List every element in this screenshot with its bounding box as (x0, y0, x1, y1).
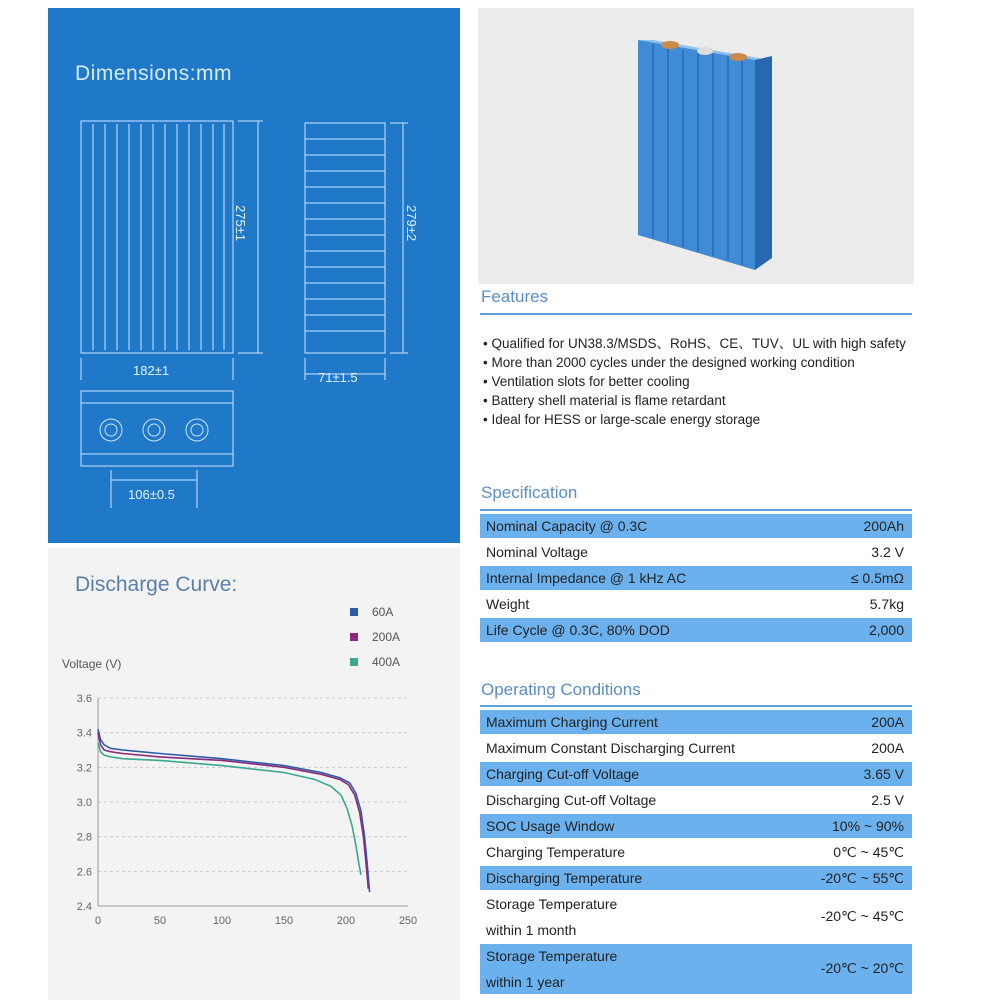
feature-item: • Ventilation slots for better cooling (483, 374, 690, 389)
series-line-60a (98, 729, 370, 892)
chart-legend (350, 605, 400, 680)
top-view-outline (81, 391, 233, 466)
specification-rule (480, 509, 912, 511)
side-width-label: 71±1.5 (318, 370, 358, 385)
discharge-title: Discharge Curve: (75, 573, 238, 596)
operating-row: Maximum Constant Discharging Current 200A (486, 740, 904, 756)
front-height-label: 275±1 (233, 205, 248, 242)
side-view-outline (305, 123, 385, 353)
x-tick-label: 250 (398, 915, 418, 927)
legend-swatch-60a (350, 608, 358, 616)
features-rule (480, 313, 912, 315)
y-tick-label: 2.6 (76, 866, 92, 879)
front-view-outline (81, 121, 233, 353)
legend-swatch-200a (350, 633, 358, 641)
spec-row: Nominal Capacity @ 0.3C 200Ah (480, 514, 912, 538)
x-tick-label: 50 (153, 915, 167, 927)
y-tick-label: 3.4 (76, 727, 92, 740)
features-list (483, 334, 913, 429)
x-tick-label: 200 (336, 915, 356, 927)
legend-item (350, 630, 400, 655)
battery-image (620, 20, 790, 275)
operating-row: Discharging Temperature -20℃ ~ 55℃ (480, 866, 912, 890)
series-line-400a (98, 743, 361, 875)
x-tick-label: 150 (274, 915, 294, 927)
spec-row: Life Cycle @ 0.3C, 80% DOD 2,000 (480, 618, 912, 642)
y-tick-label: 2.8 (76, 831, 92, 844)
front-width-label: 182±1 (133, 363, 170, 378)
feature-item: • More than 2000 cycles under the designed working condition (483, 355, 855, 370)
dimension-drawings (48, 8, 460, 543)
operating-row: SOC Usage Window 10% ~ 90% (480, 814, 912, 838)
series-line-200a (98, 733, 368, 889)
features-title: Features (481, 287, 549, 306)
spec-row: Weight 5.7kg (486, 596, 904, 612)
legend-label: 60A (372, 605, 394, 619)
legend-item (350, 605, 400, 630)
legend-item (350, 655, 400, 680)
operating-rule (480, 705, 912, 707)
operating-row: Charging Cut-off Voltage 3.65 V (480, 762, 912, 786)
y-tick-label: 3.0 (76, 797, 92, 809)
y-tick-label: 3.2 (76, 762, 92, 775)
operating-row: Storage Temperature within 1 year -20℃ ~ 20℃ (480, 944, 912, 994)
operating-row: Discharging Cut-off Voltage 2.5 V (486, 792, 904, 808)
front-view-ribs (93, 124, 224, 350)
side-view-ribs (305, 139, 385, 331)
legend-label: 200A (372, 630, 401, 644)
operating-row: Maximum Charging Current 200A (480, 710, 912, 734)
dimensions-title: Dimensions:mm (75, 62, 233, 85)
feature-item: • Battery shell material is flame retardant (483, 393, 726, 408)
legend-swatch-400a (350, 658, 358, 666)
legend-label: 400A (372, 655, 401, 669)
x-tick-label: 100 (212, 915, 232, 927)
spec-row: Nominal Voltage 3.2 V (486, 544, 904, 560)
specification-title: Specification (481, 483, 578, 502)
operating-title: Operating Conditions (481, 680, 641, 699)
spec-row: Internal Impedance @ 1 kHz AC ≤ 0.5mΩ (480, 566, 912, 590)
side-height-label: 279±2 (404, 205, 419, 242)
terminal-negative (661, 41, 679, 49)
feature-item: • Qualified for UN38.3/MSDS、RoHS、CE、TUV、UL with high safety (483, 336, 906, 351)
y-tick-label: 2.4 (76, 901, 92, 913)
operating-row: Storage Temperature within 1 month -20℃ ~ 45℃ (486, 896, 904, 938)
feature-item: • Ideal for HESS or large-scale energy storage (483, 412, 761, 427)
vent-cap (697, 47, 713, 55)
y-tick-label: 3.6 (76, 693, 92, 705)
discharge-chart (48, 680, 460, 950)
terminal-positive (729, 53, 747, 61)
operating-row: Charging Temperature 0℃ ~ 45℃ (486, 844, 904, 860)
terminal-spacing-label: 106±0.5 (128, 487, 175, 502)
y-axis-label: Voltage (V) (62, 657, 122, 671)
x-tick-label: 0 (94, 915, 102, 927)
